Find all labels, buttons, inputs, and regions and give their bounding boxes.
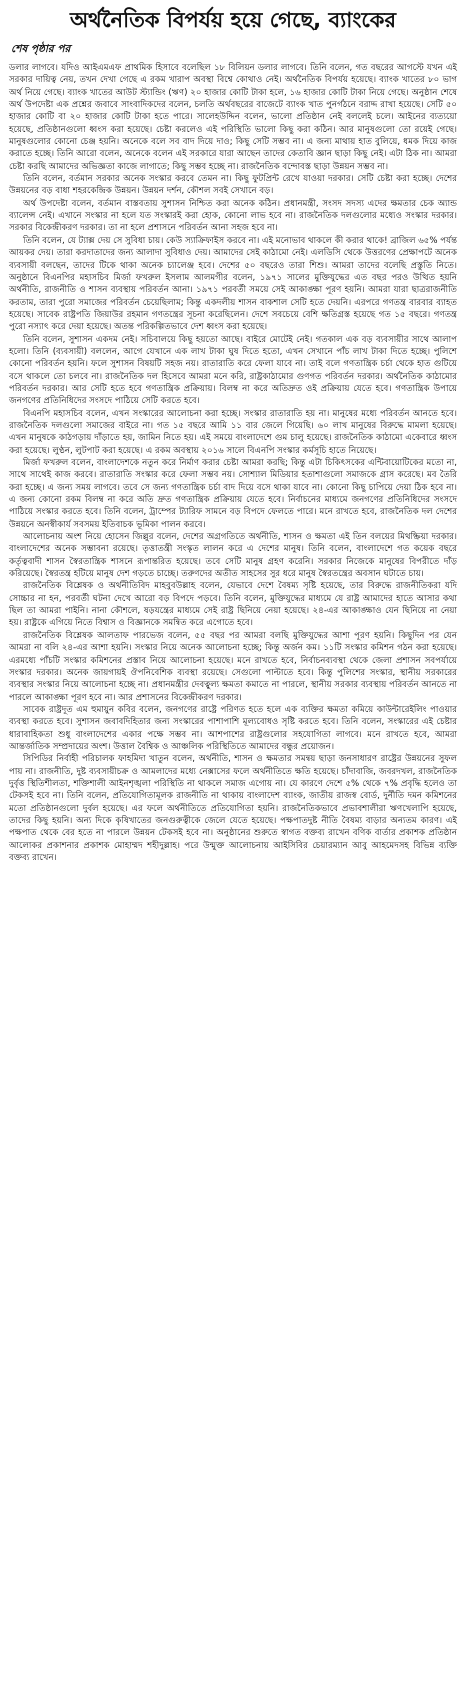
headline: অর্থনৈতিক বিপর্যয় হয়ে গেছে, ব্যাংকের (69, 8, 397, 32)
article-body (9, 62, 457, 864)
paragraph: রাজনৈতিক বিশ্লেষক ও অর্থনীতিবিদ মাহবুবউল্লাহ বলেন, যেভাবে দেশে বৈষম্য সৃষ্টি হয়েছে, তার বিরুদ্ধে রাজনীতিকরা যদি সোচ্চার না হন, পরবর্তী ঘটনা দেখে আরো বড় বিপদে পড়বে। তিনি বলেন, মুক্তিযুদ্ধের মাধ্যমে যে রাষ্ট্র আমাদের হাতে আসার কথা ছিল তা আমরা পাইনি। নানা কৌশলে, ষড়যন্ত্রের মাধ্যমে সেই রাষ্ট্র ছিনিয়ে নেয়া হয়েছে। ২৪-এর আকাঙ্ক্ষাও যেন ছিনিয়ে না নেয়া হয়। রাষ্ট্রকে এগিয়ে নিতে বিশ্বাস ও বিজ্ঞানকে সমন্বিত করে এগোতে হবে। (9, 581, 457, 629)
paragraph: ডলার লাগবে। যদিও আইএমএফ প্রাথমিক হিসাবে বলেছিল ১৮ বিলিয়ন ডলার লাগবে। তিনি বলেন, গত বছরের আগস্টে যখন এই সরকার দায়িত্ব নেয়, তখন দেখা গেছে এ রকম খারাপ অবস্থা বিশ্বে কোথাও নেই। অর্থনৈতিক বিপর্যয় হয়েছে। ব্যাংক খাতের ৮০ ভাগ অর্থ নিয়ে গেছে। ব্যাংক খাতের আউট স্ট্যান্ডিং (ঋণ) ২০ হাজার কোটি টাকা হলে, ১৬ হাজার কোটি টাকা নিয়ে গেছে। অনুষ্ঠান শেষে অর্থ উপদেষ্টা এক প্রশ্নের জবাবে সাংবাদিকদের বলেন, চলতি অর্থবছরের বাজেটে ব্যাংক খাত পুনর্গঠনে বরাদ্দ রাখা হয়েছে। সেটি ৫০ হাজার কোটি বা ২০ হাজার কোটি টাকা হতে পারে। সালেহউদ্দিন বলেন, ভালো প্রতিষ্ঠান নেই বললেই চলে। আইনের ব্যত্যয়ো হয়েছে, প্রতিষ্ঠানগুলো ধ্বংস করা হয়েছে। চেষ্টা করলেও এই পরিস্থিতি ভালো কিছু করা কঠিন। আর মানুষগুলো তো রয়েই গেছে। মানুষগুলোর কোনো চেঞ্জ হয়নি। অনেকে বলে সব বাদ দিয়ে দাও; কিছু সেটি সম্ভব না। এ জন্য মাথায় হাত বুলিয়ে, ধমক দিয়ে কাজ করাতে হচ্ছে। তিনি আরো বলেন, অনেকে বলেন এই সরকারে যারা আছেন তাদের কেতাবি জ্ঞান ছাড়া কিছু নেই। এটা ঠিক না। আমরা চেষ্টা করছি আমাদের অভিজ্ঞতা কাজে লাগাতে; কিছু সম্ভব হচ্ছে না। রাজনৈতিক বন্দোবস্ত ছাড়া উন্নয়ন সম্ভব না। (9, 63, 457, 172)
paragraph: তিনি বলেন, সুশাসন একদম নেই। সচিবালয়ে কিছু হয়তো আছে। বাইরে মোটেই নেই। গতকাল এক বড় ব্যবসায়ীর সাথে আলাপ হলো। তিনি (ব্যবসায়ী) বললেন, আগে যেখানে এক লাখ টাকা ঘুষ দিতে হতো, এখন সেখানে পাঁচ লাখ টাকা দিতে হচ্ছে। পুলিশে কোনো পরিবর্তন হয়নি। ফলে সুশাসন বিষয়টি সহজ নয়। রাতারাতি করে ফেলা যাবে না। তাই বলে গণতান্ত্রিক চর্চা থেকে হাত গুটিয়ে বসে থাকলে তো চলবে না। রাজনৈতিক দল হিসেবে আমরা মনে করি, রাষ্ট্রকাঠামোর গুণগত পরিবর্তন দরকার। অর্থনৈতিক কাঠামোর পরিবর্তন দরকার। আর সেটি হতে হবে গণতান্ত্রিক প্রক্রিয়ায়। বিলম্ব না করে অতিদ্রুত ওই প্রক্রিয়ায় যেতে হবে। গণতান্ত্রিক উপায়ে জনগণের প্রতিনিধিদের সংসদে পাঠিয়ে সেটি করতে হবে। (9, 334, 457, 407)
paragraph: বিএনপি মহাসচিব বলেন, এখন সংস্কারের আলোচনা করা হচ্ছে। সংস্কার রাতারাতি হয় না। মানুষের মধ্যে পরিবর্তন আনতে হবে। রাজনৈতিক দলগুলো সমাজের বাইরে না। গত ১৫ বছরে আমি ১১ বার জেলে গিয়েছি। ৬০ লাখ মানুষের বিরুদ্ধে মামলা হয়েছে। এখন মানুষকে কাঠগড়ায় দাঁড়াতে হয়, জামিন নিতে হয়। এই সময়ে বাংলাদেশে গুম চালু হয়েছে। রাজনৈতিক কাঠামো একেবারে ধ্বংস করা হয়েছে। লুণ্ঠন, লুটপাট করা হয়েছে। এ রকম অবস্থায় ২০১৬ সালে বিএনপি সংস্কার কর্মসূচি হাতে নিয়েছে। (9, 408, 457, 456)
continuation-label: শেষ পৃষ্ঠার পর (11, 43, 71, 55)
paragraph: তিনি বলেন, বর্তমান সরকার অনেক সংস্কার করবে তেমন না। কিছু ফুটপ্রিন্ট রেখে যাওয়া দরকার। সেটি চেষ্টা করা হচ্ছে। দেশের উন্নয়নের বড় বাধা শহরকেন্দ্রিক উন্নয়ন। উন্নয়ন দর্শন, কৌশল সবই সেখানে বড়। (9, 174, 457, 197)
paragraph: তিনি বলেন, যে ট্যাক্স দেয় সে সুবিধা চায়। কেউ স্যাক্রিফাইস করবে না। এই মনোভাব থাকলে কী করার থাকে! ব্রাজিল ৬৫% পর্যন্ত আয়কর দেয়। তারা করদাতাদের জন্য আলাদা সুবিধাও দেয়। আমাদের সেই কাঠামো নেই। এলডিসি থেকে উত্তরণের প্রেক্ষাপটে অনেক ব্যবসায়ী বলছেন, তাদের টিকে থাকা অনেক চ্যালেঞ্জ হবে। দেশের ৫০ বছরেও তারা শিশু। আমরা তাদের বলেছি প্রস্তুতি নিতে। অনুষ্ঠানে বিএনপির মহাসচিব মির্জা ফখরুল ইসলাম আলমগীর বলেন, ১৯৭১ সালের মুক্তিযুদ্ধের এত বছর পরও উত্থিত হয়নি অর্থনীতি, রাজনীতি ও শাসন ব্যবস্থায় পরিবর্তন আনা। ১৯৭১ পরবর্তী সময়ে সেই আকাঙ্ক্ষা পূরণ হয়নি। আমরা যারা ছাত্ররাজনীতি করতাম, তারা পুরো সমাজের পরিবর্তন চেয়েছিলাম; কিন্তু একদলীয় শাসন বাকশাল সেটি হতে দেয়নি। এরপরে গণতন্ত্র বারবার ব্যাহত হয়েছে। সাবেক রাষ্ট্রপতি জিয়াউর রহমান গণতন্ত্রের সূচনা করেছিলেন। দেশে সবচেয়ে বেশি ক্ষতিগ্রস্ত হয়েছে গত ১৫ বছরে। গণতন্ত্র পুরো নস্যাৎ করে দেয়া হয়েছে। অতন্ত পরিকল্পিতভাবে দেশ ধ্বংস করা হয়েছে। (9, 235, 457, 333)
paragraph: সিপিডির নির্বাহী পরিচালক ফাহমিদা খাতুন বলেন, অর্থনীতি, শাসন ও ক্ষমতার সমন্বয় ছাড়া জনসাধারণ রাষ্ট্রের উন্নয়নের সুফল পায় না। রাজনীতি, দুষ্ট ব্যবসায়ীচক্র ও আমলাদের মধ্যে নেক্সাসের ফলে অর্থনীতিতে ক্ষতি হয়েছে। চাঁদাবাজি, জবরদখল, রাজনৈতিক দুর্বৃত্ত স্থিতিশীলতা, শক্তিশালী আইনশৃঙ্খলা পরিস্থিতি না থাকলে সমাজ এগোয় না। যে কারণে দেশে ৫% থেকে ৭% প্রবৃদ্ধি হলেও তা টেকসই হবে না। তিনি বলেন, প্রতিযোগিতামূলক রাজনীতি না থাকায় বাংলাদেশ ব্যাংক, জাতীয় রাজস্ব বোর্ড, দুর্নীতি দমন কমিশনের মতো প্রতিষ্ঠানগুলো দুর্বল হয়েছে। এর ফলে অর্থনীতিতে প্রতিযোগিতা হয়নি। রাজনৈতিকভাবে প্রভাবশালীরা ঋণখেলাপি হয়েছে, তাদের কিছু হয়নি। অন্য দিকে কৃষিখাতের জনগুরুত্বীকে জেলে যেতে হয়েছে। পক্ষপাতদুষ্ট নীতি বৈষম্য বাড়ার অন্যতম কারণ। এই পক্ষপাত থেকে বের হতে না পারলে উন্নয়ন টেকসই হবে না। অনুষ্ঠানের শুরুতে স্বাগত বক্তব্য রাখেন বণিক বার্তার প্রকাশক প্রতিষ্ঠান আলোকর প্রকাশনার প্রকাশক মোহাম্মদ শহীদুল্লাহ। পরে উন্মুক্ত আলোচনায় আইসিবির চেয়ারম্যান আবু আহমেদসহ বিভিন্ন ব্যক্তি বক্তব্য রাখেন। (9, 754, 458, 863)
paragraph: রাজনৈতিক বিশ্লেষক আলতাফ পারভেজ বলেন, ৫৫ বছর পর আমরা বলছি মুক্তিযুদ্ধের আশা পূরণ হয়নি। কিছুদিন পর যেন আমরা না বলি ২৪-এর আশা হয়নি। সংস্কার নিয়ে অনেক আলোচনা হচ্ছে; কিন্তু অর্জন কম। ১১টি সংস্কার কমিশন গঠন করা হয়েছে। এরমধ্যে পাঁচটি সংস্কার কমিশনের প্রস্তাব নিয়ে আলোচনা হয়েছে। মনে রাখতে হবে, নির্বাচনব্যবস্থা থেকে জেলা প্রশাসন সবপর্যায়ে সংস্কার দরকার। অনেক জায়গায়ই ঔপনিবেশিক ব্যবস্থা রয়েছে। সেগুলো পাল্টাতে হবে। কিন্তু পুলিশের সংস্কার, স্থানীয় সরকারের ব্যবস্থার সংস্কার নিয়ে আলোচনা হচ্ছে না। প্রধানমন্ত্রীর দেবত্বুল্য ক্ষমতা কমাতে না পারলে, স্থানীয় সরকার ব্যবস্থায় পরিবর্তন আনতে না পারলে আকাঙ্ক্ষা পূরণ হবে না। আর প্রশাসনের বিকেন্দ্রীকরণ দরকার। (9, 630, 457, 703)
paragraph: সাবেক রাষ্ট্রদূত এম হুমায়ুন কবির বলেন, জনগণের রাষ্ট্রে পরিণত হতে হলে এক ব্যক্তির ক্ষমতা কমিয়ে কাউন্টারেইলিং পাওয়ার ব্যবস্থা করতে হবে। সুশাসন জবাবদিহিতার জন্য সংস্কারের পাশাপাশি মূল্যবোধও সৃষ্টি করতে হবে। তিনি বলেন, সংস্কারের এই চেষ্টার ধারাবাহিকতা শুধু বাংলাদেশের একার পক্ষে সম্ভব না। আশপাশের রাষ্ট্রগুলোর সহযোগিতা লাগবে। মনে রাখতে হবে, আমরা আন্তর্জাতিক সম্প্রদায়ের অংশ। উত্তাল বৈশ্বিক ও আঞ্চলিক পরিস্থিতিতে আমাদের বন্ধুর প্রয়োজন। (9, 704, 457, 752)
paragraph: মির্জা ফখরুল বলেন, বাংলাদেশকে নতুন করে নির্মাণ করার চেষ্টা আমরা করছি; কিন্তু এটা চিকিৎসকের এন্টিবায়োটিকের মতো না, সাথে সাথেই কাজ করবে। রাতারাতি সংস্কার করে ফেলা সম্ভব নয়। সোশ্যাল মিডিয়ার হতাশাগুলো সমাজকে গ্রাস করেছে। মব তৈরি করা হচ্ছে। এ জন্য সময় লাগবে। তবে সে জন্য গণতান্ত্রিক চর্চা বাদ দিয়ে বসে থাকা যাবে না। কোনো কিছু চাপিয়ে দেয়া ঠিক হবে না। এ জন্য কোনো রকম বিলম্ব না করে অতি দ্রুত গণতান্ত্রিক প্রক্রিয়ায় যেতে হবে। নির্বাচনের মাধ্যমে জনগণের প্রতিনিধিদের সংসদে পাঠিয়ে সংস্কার করতে হবে। তিনি বলেন, ট্রাম্পের ট্যারিফ সামনে বড় বিপদে ফেলতে পারে। মনে রাখতে হবে, রাজনৈতিক দল দেশের উন্নয়নে অনস্বীকার্য সবসময় ইতিবাচক ভূমিকা পালন করবে। (9, 458, 457, 530)
paragraph: অর্থ উপদেষ্টা বলেন, বর্তমান বাস্তবতায় সুশাসন নিশ্চিত করা অনেক কঠিন। প্রধানমন্ত্রী, সংসদ সদস্য এদের ক্ষমতার চেক অ্যান্ড ব্যালেন্স নেই। এখানে সংস্কার না হলে যত সংস্কারই করা হোক, কোনো লাভ হবে না। রাজনৈতিক দলগুলোর মধ্যেও সংস্কার দরকার। সরকার বিকেন্দ্রীকরণ দরকার। তা না হলে প্রশাসনে পরিবর্তন আনা সহজ হবে না। (9, 198, 457, 234)
paragraph: আলোচনায় অংশ নিয়ে হোসেন জিল্লুর বলেন, দেশের অগ্রগতিতে অর্থনীতি, শাসন ও ক্ষমতা এই তিন বলয়ের মিথষ্ক্রিয়া দরকার। বাংলাদেশের অনেক সম্ভাবনা রয়েছে। তৃত্তাতন্ত্রী সংস্কৃত লালন করে এ দেশের মানুষ। তিনি বলেন, বাংলাদেশে গত কয়েক বছরে কর্তৃত্ববাদী শাসন স্বৈরতান্ত্রিক শাসনে রূপান্তরিত হয়েছে। তবে সেটি মানুষ গ্রহণ করেনি। সরকার নিজেকে মানুষের বিপরীতে দাঁড় করিয়েছে। স্বৈরতন্ত্র হটিয়ে মানুষ দেশ গড়তে চাচ্ছে। তরুণদের অতীত সাহসের সুর ধরে মানুষ স্বৈরতন্ত্রের অবসান ঘটাতে চায়। (9, 532, 457, 580)
